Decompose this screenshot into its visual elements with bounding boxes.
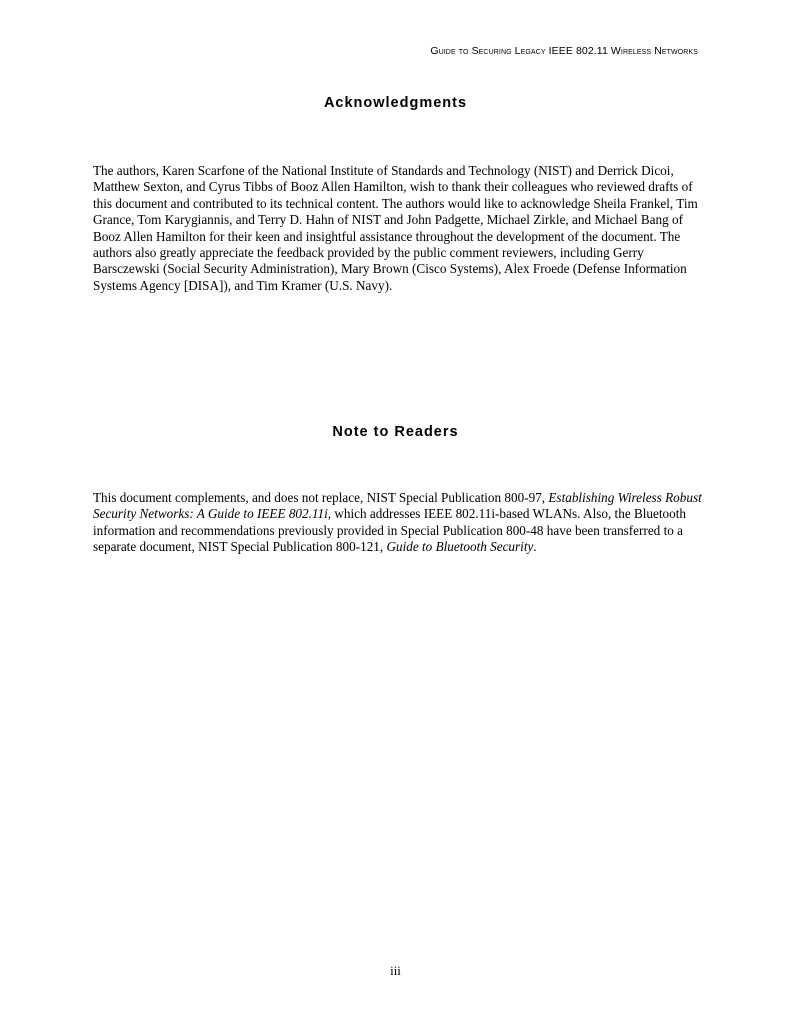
running-header bbox=[430, 45, 698, 57]
running-header-title: Guide to Securing Legacy IEEE 802.11 Wireless Networks bbox=[430, 45, 698, 57]
acknowledgments-paragraph: The authors, Karen Scarfone of the National Institute of Standards and Technology (NIST) and Derrick Dicoi, Matthew Sexton, and Cyrus Tibbs of Booz Allen Hamilton, wish to thank their colleagues who reviewed drafts of this document and contributed to its technical content. The authors would like to acknowledge Sheila Frankel, Tim Grance, Tom Karygiannis, and Terry D. Hahn of NIST and John Padgette, Michael Zirkle, and Michael Bang of Booz Allen Hamilton for their keen and insightful assistance throughout the development of the document. The authors also greatly appreciate the feedback provided by the public comment reviewers, including Gerry Barsczewski (Social Security Administration), Mary Brown (Cisco Systems), Alex Froede (Defense Information Systems Agency [DISA]), and Tim Kramer (U.S. Navy). bbox=[93, 163, 698, 293]
note-text-segment: This document complements, and does not replace, NIST Special Publication 800-97, bbox=[93, 490, 549, 505]
acknowledgments-heading: Acknowledgments bbox=[323, 95, 468, 111]
publication-title-sp800-121: Guide to Bluetooth Security bbox=[386, 539, 534, 555]
note-text-segment: , which addresses IEEE 802.11i-based WLANs. Also, the Bluetooth information and recommendations previously provided in Special Publication 800-48 have been transferred to a separate document, NIST Special Publication 800-121, bbox=[93, 506, 686, 555]
note-to-readers-paragraph bbox=[93, 490, 705, 556]
publication-title-sp800-97: Establishing Wireless Robust Security Networks: A Guide to IEEE 802.11i bbox=[93, 490, 702, 522]
note-to-readers-heading: Note to Readers bbox=[332, 424, 459, 440]
note-text-segment: . bbox=[533, 539, 537, 555]
page-number: iii bbox=[390, 963, 401, 978]
